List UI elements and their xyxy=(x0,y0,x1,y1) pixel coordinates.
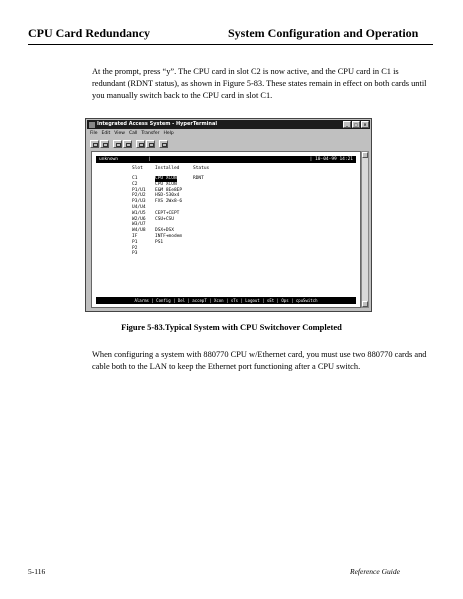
vertical-scrollbar[interactable] xyxy=(361,151,369,308)
page-number: 5-116 xyxy=(28,567,46,576)
column-header-status: Status xyxy=(193,166,210,171)
scroll-down-icon[interactable] xyxy=(362,301,368,307)
disconnect-icon[interactable] xyxy=(123,140,132,148)
new-connection-icon[interactable] xyxy=(90,140,99,148)
slot-cell: W1/U5 xyxy=(132,210,146,216)
command-bar[interactable]: Alarms | Config | Del | accepT | Xcon | sTs | Logout | sEt | Ops | cpuSwitch xyxy=(96,297,356,304)
connect-icon[interactable] xyxy=(113,140,122,148)
installed-cell: CPU XCON xyxy=(155,181,177,187)
installed-cell: CSU+CSU xyxy=(155,216,174,222)
app-icon xyxy=(89,122,95,128)
window-title: Integrated Access System - HyperTerminal xyxy=(97,121,218,127)
slot-cell: W3/U7 xyxy=(132,222,146,228)
menu-bar xyxy=(88,130,174,138)
properties-icon[interactable] xyxy=(159,140,168,148)
send-icon[interactable] xyxy=(136,140,145,148)
datetime: | 10-04-99 14:21 xyxy=(309,157,353,162)
status-cell: RDNT xyxy=(193,176,204,181)
slot-cell: P3 xyxy=(132,251,138,257)
column-header-slot: Slot xyxy=(132,166,143,171)
terminal-screen[interactable] xyxy=(91,151,361,308)
figure-caption: Figure 5-83.Typical System with CPU Switchover Completed xyxy=(121,322,342,332)
slot-cell: IF xyxy=(132,234,138,239)
intro-paragraph: At the prompt, press “y”. The CPU card in slot C2 is now active, and the CPU card in C1 is redundant (RDNT status), as shown in Figure 5-83. These states remain in effect on both cards until you manually switch back to the CPU card in slot C1. xyxy=(92,67,427,100)
receive-icon[interactable] xyxy=(146,140,155,148)
slot-cell: C2 xyxy=(132,181,138,187)
hyperterminal-window xyxy=(85,118,372,312)
installed-cell: CEPT+CEPT xyxy=(155,210,180,216)
slot-cell: W4/U8 xyxy=(132,228,146,234)
slot-cell: W2/U6 xyxy=(132,216,146,222)
user-name: unknown xyxy=(99,157,118,162)
installed-cell: FXS 2Wx8-6 xyxy=(155,199,183,205)
section-title: CPU Card Redundancy xyxy=(28,26,151,40)
maximize-button[interactable]: □ xyxy=(352,121,360,128)
installed-cell: E&M 8Ee8EP xyxy=(155,187,183,193)
menu-edit[interactable]: Edit xyxy=(101,131,111,136)
close-button[interactable]: × xyxy=(361,121,369,128)
slot-cell: P1/U1 xyxy=(132,187,146,193)
slot-cell: P3/U3 xyxy=(132,199,146,205)
scroll-up-icon[interactable] xyxy=(362,152,368,158)
terminal-status-bar xyxy=(96,156,356,163)
installed-cell: INTF+modem xyxy=(155,234,183,239)
slot-cell: P2 xyxy=(132,245,138,251)
installed-cell: DSX+DSX xyxy=(155,228,174,234)
slot-cell: C1 xyxy=(132,176,138,181)
note-paragraph: When configuring a system with 880770 CPU w/Ethernet card, you must use two 880770 cards and cable both to the LAN to keep the Ethernet port functioning after a CPU switch. xyxy=(92,350,427,371)
datetime-value: 10-04-99 14:21 xyxy=(315,157,353,162)
installed-cell: HSD-530x4 xyxy=(155,193,180,199)
menu-help[interactable]: Help xyxy=(163,131,174,136)
menu-view[interactable]: View xyxy=(114,131,125,136)
menu-file[interactable]: File xyxy=(90,131,98,136)
chapter-title: System Configuration and Operation xyxy=(228,26,419,40)
slot-cell: U4/U4 xyxy=(132,205,146,210)
status-separator: | xyxy=(148,157,151,162)
installed-cell[interactable]: CPU XCON xyxy=(155,176,177,181)
column-header-installed: Installed xyxy=(155,166,180,171)
menu-call[interactable]: Call xyxy=(128,131,138,136)
toolbar xyxy=(88,139,168,149)
slot-cell: P2/U2 xyxy=(132,193,146,199)
slot-cell: P1 xyxy=(132,239,138,245)
guide-title: Reference Guide xyxy=(350,567,400,576)
menu-transfer[interactable]: Transfer xyxy=(141,131,160,136)
header-rule xyxy=(28,44,433,45)
minimize-button[interactable]: _ xyxy=(343,121,351,128)
open-icon[interactable] xyxy=(100,140,109,148)
installed-cell: PS1 xyxy=(155,239,164,245)
window-titlebar[interactable] xyxy=(87,120,370,129)
